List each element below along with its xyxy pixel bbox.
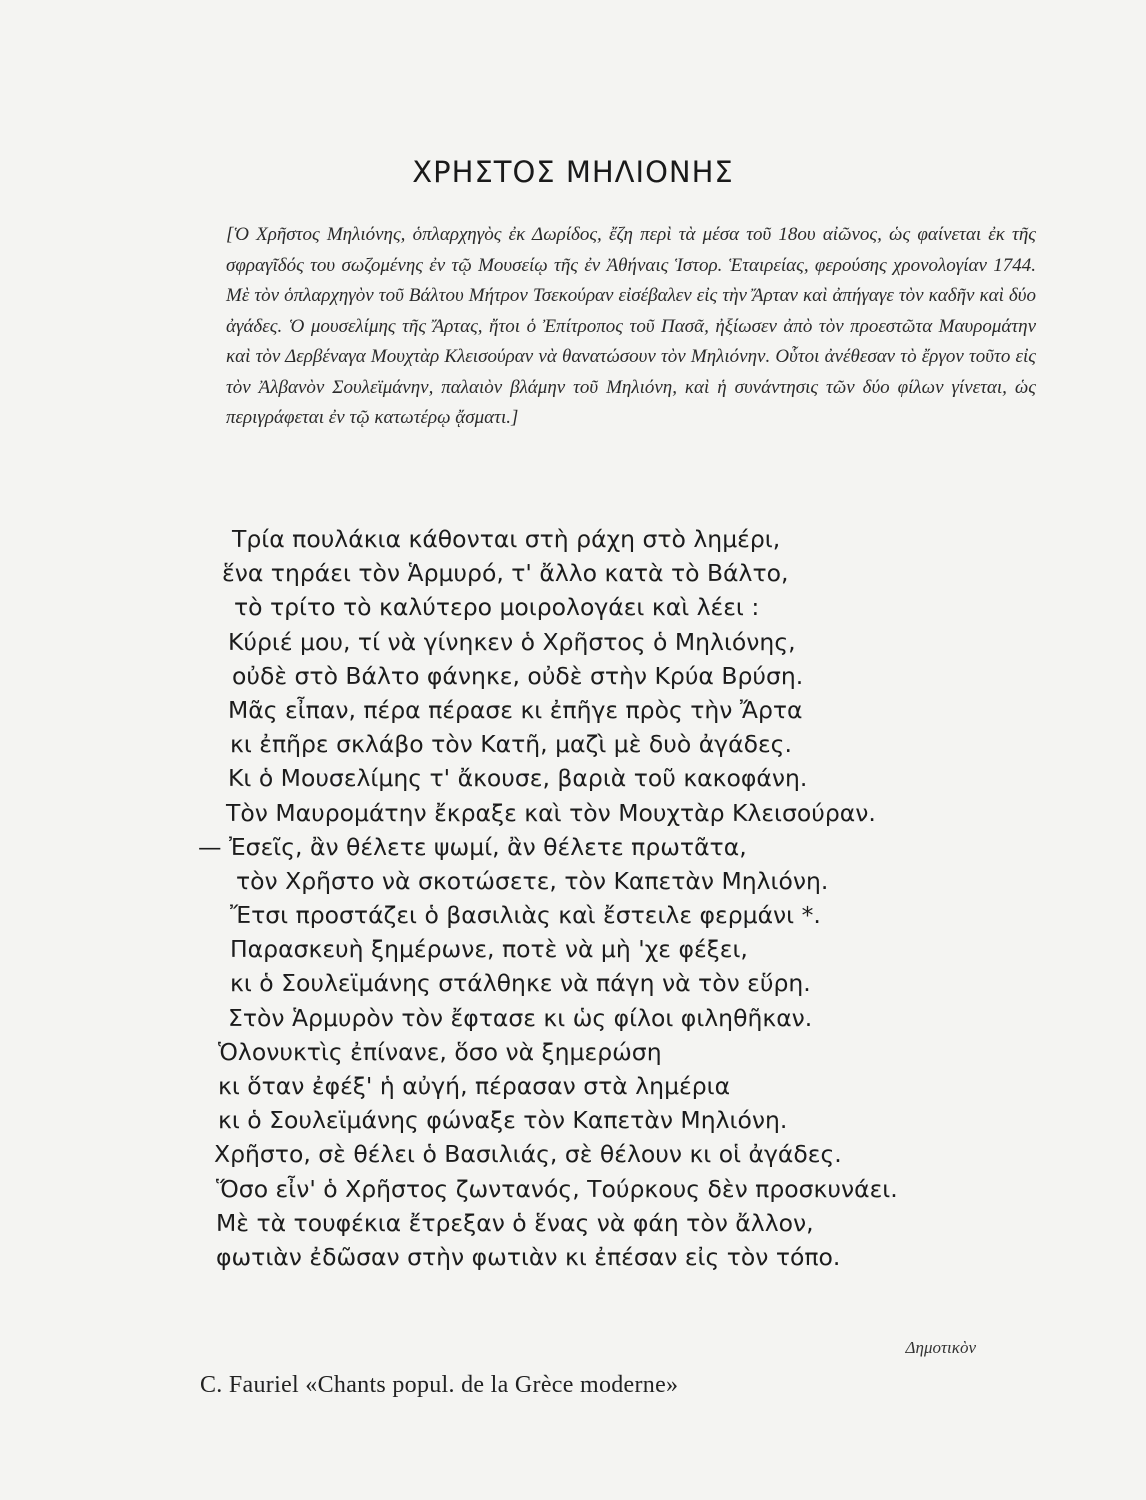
source-label: Δημοτικὸν <box>905 1338 976 1357</box>
poem-line: Χρῆστο, σὲ θέλει ὁ Βασιλιάς, σὲ θέλουν κι οἱ ἀγάδες. <box>214 1140 842 1169</box>
poem-line: — Ἐσεῖς, ἂν θέλετε ψωμί, ἂν θέλετε πρωτᾶτα, <box>198 832 747 861</box>
poem-line: Ὁλονυκτὶς ἐπίνανε, ὅσο νὰ ξημερώση <box>218 1037 662 1066</box>
poem-line: Παρασκευὴ ξημέρωνε, ποτὲ νὰ μὴ 'χε φέξει, <box>230 935 748 964</box>
intro-paragraph: [Ὁ Χρῆστος Μηλιόνης, ὁπλαρχηγὸς ἐκ Δωρίδος, ἔζη περὶ τὰ μέσα τοῦ 18ου αἰῶνος, ὡς φαίνεται ἐκ τῆς σφραγῖδός του σωζομένης ἐν τῷ Μουσείῳ τῆς ἐν Ἀθήναις Ἱστορ. Ἑταιρείας, φερούσης χρονολογίαν 1744. Μὲ τὸν ὁπλαρχηγὸν τοῦ Βάλτου Μήτρον Τσεκούραν εἰσέβαλεν εἰς τὴν Ἄρταν καὶ ἀπήγαγε τὸν καδῆν καὶ δύο ἀγάδες. Ὁ μουσελίμης τῆς Ἄρτας, ἤτοι ὁ Ἐπίτροπος τοῦ Πασᾶ, ἠξίωσεν ἀπὸ τὸν προεστῶτα Μαυρομάτην καὶ τὸν Δερβέναγα Μουχτὰρ Κλεισούραν νὰ θανατώσουν τὸν Μηλιόνην. Οὗτοι ἀνέθεσαν τὸ ἔργον τοῦτο εἰς τὸν Ἀλβανὸν Σουλεϊμάνην, παλαιὸν βλάμην τοῦ Μηλιόνη, καὶ ἡ συνάντησις τῶν δύο φίλων γίνεται, ὡς περιγράφεται ἐν τῷ κατωτέρῳ ᾄσματι.] <box>226 224 1036 428</box>
poem-line: κι ὁ Σουλεϊμάνης στάλθηκε νὰ πάγη νὰ τὸν εὕρη. <box>230 969 811 998</box>
poem-line: οὐδὲ στὸ Βάλτο φάνηκε, οὐδὲ στὴν Κρύα Βρύση. <box>232 661 804 690</box>
poem-line: Τρία πουλάκια κάθονται στὴ ράχη στὸ λημέρι, <box>232 525 781 553</box>
poem-line: τὸ τρίτο τὸ καλύτερο μοιρολογάει καὶ λέει : <box>234 593 760 622</box>
poem-line: Τὸν Μαυρομάτην ἔκραξε καὶ τὸν Μουχτὰρ Κλεισούραν. <box>226 798 876 827</box>
poem-line: Κύριέ μου, τί νὰ γίνηκεν ὁ Χρῆστος ὁ Μηλιόνης, <box>228 627 796 656</box>
poem-line: Ὅσο εἶν' ὁ Χρῆστος ζωντανός, Τούρκους δὲν προσκυνάει. <box>216 1174 898 1203</box>
poem-line: κι ὁ Σουλεϊμάνης φώναξε τὸν Καπετὰν Μηλιόνη. <box>218 1106 788 1135</box>
poem-line: Κι ὁ Μουσελίμης τ' ἄκουσε, βαριὰ τοῦ κακοφάνη. <box>228 764 808 793</box>
poem-line: φωτιὰν ἐδῶσαν στὴν φωτιὰν κι ἐπέσαν εἰς τὸν τόπο. <box>216 1242 841 1271</box>
poem-line: ἕνα τηράει τὸν Ἁρμυρό, τ' ἄλλο κατὰ τὸ Βάλτο, <box>222 559 789 588</box>
poem-line: κι ὅταν ἐφέξ' ἡ αὐγή, πέρασαν στὰ λημέρια <box>218 1072 731 1100</box>
poem-line: τὸν Χρῆστο νὰ σκοτώσετε, τὸν Καπετὰν Μηλιόνη. <box>236 866 829 895</box>
poem-body <box>198 522 1030 1274</box>
poem-title: ΧΡΗΣΤΟΣ ΜΗΛΙΟΝΗΣ <box>412 155 734 189</box>
poem-line: Ἔτσι προστάζει ὁ βασιλιὰς καὶ ἔστειλε φερμάνι *. <box>230 901 821 930</box>
poem-line: Μᾶς εἶπαν, πέρα πέρασε κι ἐπῆγε πρὸς τὴν Ἄρτα <box>228 695 803 724</box>
poem-line: κι ἐπῆρε σκλάβο τὸν Κατῆ, μαζὶ μὲ δυὸ ἀγάδες. <box>230 730 792 759</box>
citation: C. Fauriel «Chants popul. de la Grèce moderne» <box>200 1372 679 1398</box>
poem-line: Στὸν Ἁρμυρὸν τὸν ἔφτασε κι ὡς φίλοι φιληθῆκαν. <box>228 1003 813 1032</box>
poem-line: Μὲ τὰ τουφέκια ἔτρεξαν ὁ ἕνας νὰ φάη τὸν ἄλλον, <box>216 1208 814 1237</box>
